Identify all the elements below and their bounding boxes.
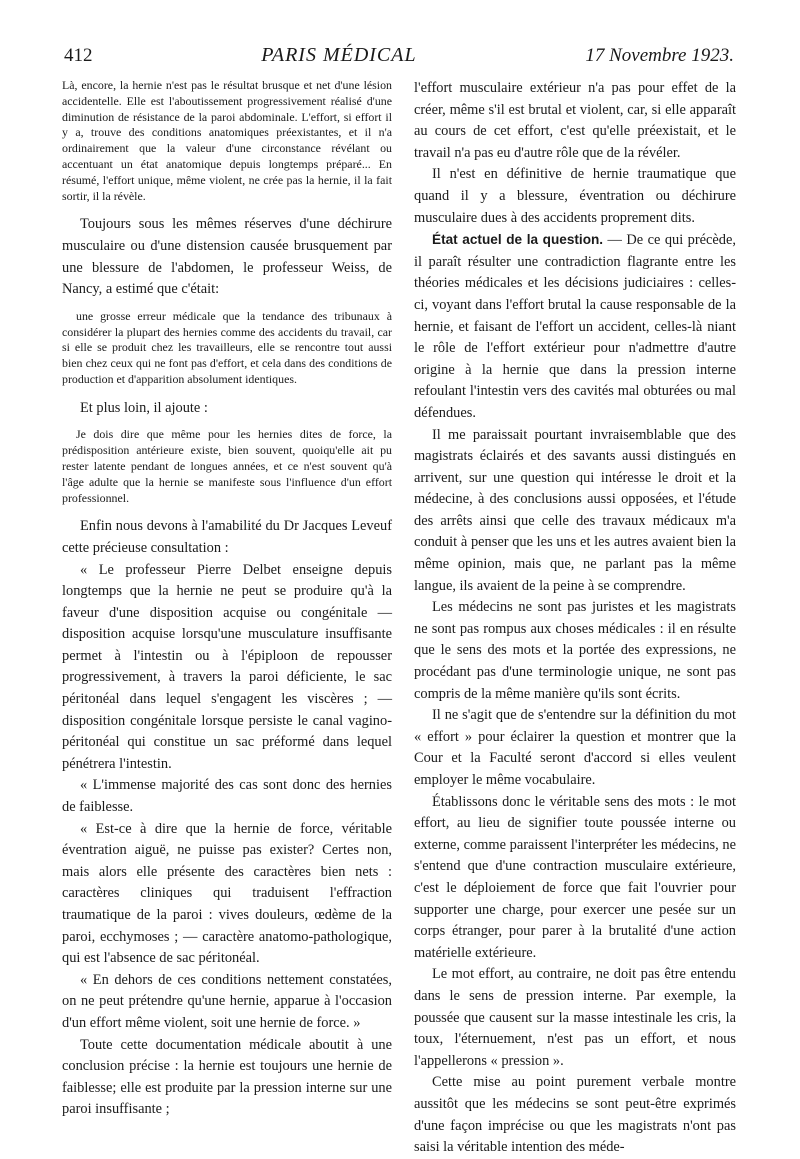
section-heading: État actuel de la question.	[432, 232, 604, 248]
body-paragraph: « En dehors de ces conditions nettement constatées, on ne peut prétendre qu'une hernie, apparue à l'occasion d'un effort même violent, soit une hernie de force. »	[62, 971, 392, 1031]
quote-paragraph: Là, encore, la hernie n'est pas le résultat brusque et net d'une lésion accidentelle. Elle est l'aboutissement progressivement réalisé d'une diminution de résistance de la paroi abdominale. L'effort, si effort il y a, trouve des conditions anatomiques préexistantes, et il n'a ordinairement que la valeur d'une circonstance révélant ou accentuant un état anatomique depuis longtemps préparé... En résumé, l'effort unique, même violent, ne crée pas la hernie, il la fait sortir, il la révèle.	[62, 78, 392, 203]
body-paragraph: Les médecins ne sont pas juristes et les magistrats ne sont pas rompus aux choses médicales : il en résulte que le sens des mots et la portée des expressions, ne procédant pas d'une terminologie unique, ne sont pas compris de la même manière qu'ils sont écrits.	[414, 599, 736, 702]
section-text: — De ce qui précède, il paraît résulter une contradiction flagrante entre les théories médicales et les décisions judiciaires : celles-ci, voyant dans l'effort brutal la cause responsable de la hernie, et faisant de l'effort un accident, celles-là niant le rôle de l'effort extérieur pour n'admettre d'autre origine à la hernie que dans la pression interne refoulant l'intestin vers des cavités mal obturées ou mal défendues.	[414, 232, 736, 421]
page-number: 412	[64, 45, 93, 66]
body-paragraph: Cette mise au point purement verbale montre aussitôt que les médecins se sont peut-être exprimés d'une façon imprécise ou que les magistrats n'ont pas saisi la véritable intention des méde-	[414, 1074, 736, 1156]
body-paragraph: Enfin nous devons à l'amabilité du Dr Jacques Leveuf cette précieuse consultation :	[62, 518, 392, 556]
running-header	[64, 44, 734, 78]
issue-date: 17 Novembre 1923.	[585, 45, 734, 66]
section-paragraph	[414, 229, 736, 424]
body-paragraph: Toujours sous les mêmes réserves d'une déchirure musculaire ou d'une distension causée brusquement par une blessure de l'abdomen, le professeur Weiss, de Nancy, a estimé que c'était:	[62, 216, 392, 298]
quote-paragraph: Je dois dire que même pour les hernies dites de force, la prédisposition antérieure existe, bien souvent, quoiqu'elle ait pu rester latente pendant de longues années, et ce n'est souvent qu'à l'âge adulte que la hernie se manifeste sous l'influence d'un effort professionnel.	[62, 427, 392, 505]
quote-paragraph: une grosse erreur médicale que la tendance des tribunaux à considérer la plupart des hernies comme des accidents du travail, car si elle se produit chez les travailleurs, elle se rencontre tout aussi bien chez ceux qui ne font pas d'effort, et cela dans des conditions de production et d'apparition absolument identiques.	[62, 308, 392, 386]
body-paragraph: Il n'est en définitive de hernie traumatique que quand il y a blessure, éventration ou déchirure musculaire dues à des accidents proprement dits.	[414, 166, 736, 226]
right-column	[414, 78, 736, 1159]
left-column	[62, 78, 392, 1121]
body-paragraph: Il me paraissait pourtant invraisemblable que des magistrats éclairés et des savants aussi distingués en arrivent, sur une question qui intéresse le droit et la médecine, à des conclusions aussi opposées, et l'étude des arrêts ainsi que celle des travaux médicaux m'a conduit à penser que les uns et les autres avaient bien la même opinion, mais que, ne parlant pas la même langue, ils avaient de la peine à se comprendre.	[414, 426, 736, 594]
body-paragraph: « L'immense majorité des cas sont donc des hernies de faiblesse.	[62, 777, 392, 816]
body-paragraph: Établissons donc le véritable sens des mots : le mot effort, au lieu de signifier toute poussée interne ou externe, comme paraissent l'interpréter les médecins, ne s'entend que d'une contraction musculaire extérieure, c'est le déploiement de force que fait l'ouvrier pour supporter une charge, pour exercer une pesée sur un corps étranger, pour parer à la brutalité d'une action matérielle extérieure.	[414, 793, 736, 961]
body-paragraph: Il ne s'agit que de s'entendre sur la définition du mot « effort » pour éclairer la question et montrer que la Cour et la Faculté seront d'accord si elles veulent employer le même vocabulaire.	[414, 707, 736, 788]
body-paragraph: « Est-ce à dire que la hernie de force, véritable éventration aiguë, ne puisse pas exister? Certes non, mais alors elle présente des caractères bien nets : caractères cliniques qui traduisent l'effraction traumatique de la paroi : vives douleurs, œdème de la paroi, ecchymoses ; — caractère anatomo-pathologique, qui est l'absence de sac péritonéal.	[62, 820, 392, 967]
journal-title: PARIS MÉDICAL	[261, 44, 417, 66]
body-paragraph: Et plus loin, il ajoute :	[80, 399, 208, 416]
body-paragraph: l'effort musculaire extérieur n'a pas pour effet de la créer, même s'il est brutal et violent, car, si elle apparaît au cours de cet effort, c'est qu'elle préexistait, et le travail n'a pas eu d'autre rôle que de la révéler.	[414, 80, 736, 161]
body-paragraph: « Le professeur Pierre Delbet enseigne depuis longtemps que la hernie ne peut se produire qu'à la faveur d'une disposition acquise ou congénitale — disposition acquise lorsqu'une musculature insuffisante permet à l'intestin ou à l'épiploon de repousser progressivement, à travers la paroi déficiente, le sac péritonéal dans lequel s'engagent les viscères ; — disposition congénitale lorsque persiste le canal vagino-péritonéal qui constitue un sac préformé dans lequel pénétrera l'intestin.	[62, 561, 392, 772]
body-paragraph: Toute cette documentation médicale aboutit à une conclusion précise : la hernie est toujours une hernie de faiblesse; elle est produite par la pression interne sur une paroi insuffisante ;	[62, 1036, 392, 1118]
body-paragraph: Le mot effort, au contraire, ne doit pas être entendu dans le sens de pression interne. Par exemple, la poussée que causent sur la masse intestinale les cris, la toux, l'éternuement, n'est pas un effort, et nous l'appellerons « pression ».	[414, 966, 736, 1069]
